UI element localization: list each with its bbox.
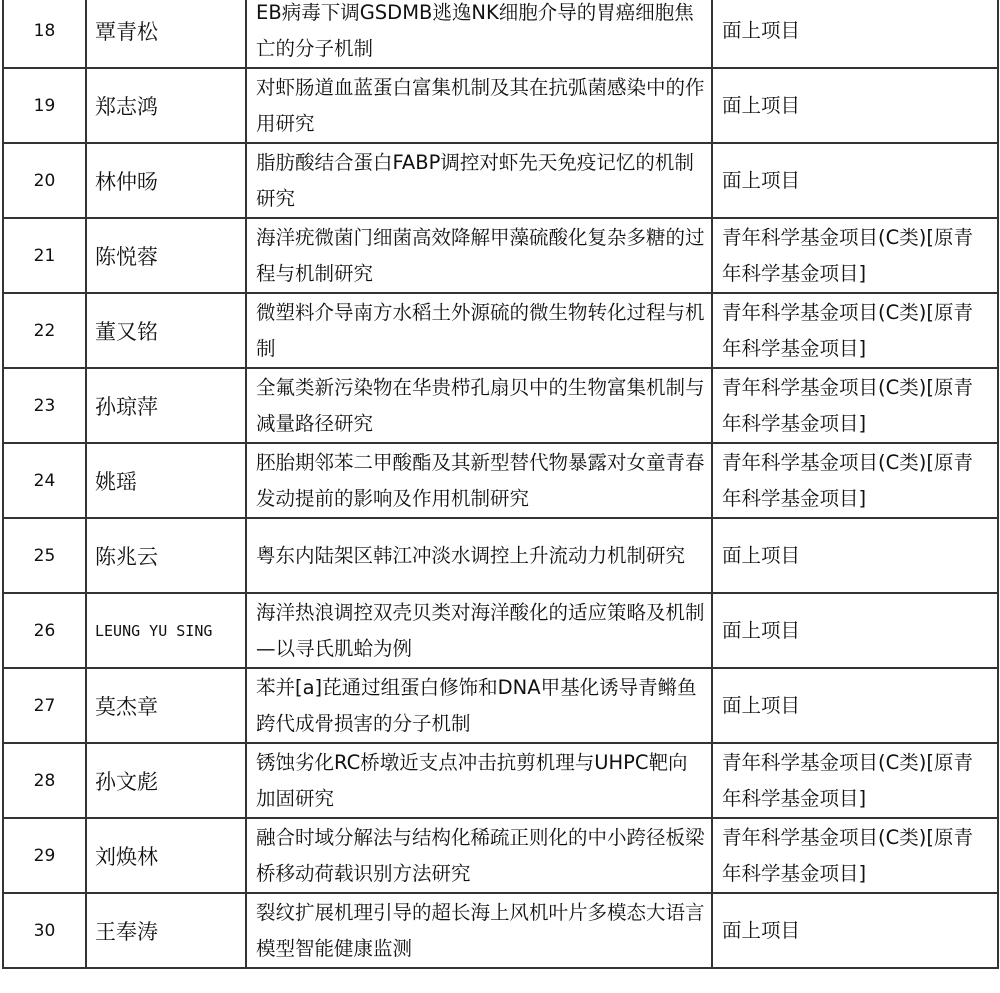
row-number: 20 [3,143,86,218]
table-row [3,218,998,293]
applicant-name: 莫杰章 [86,668,246,743]
grant-list-table [2,0,999,969]
table-row [3,893,998,968]
project-title: 脂肪酸结合蛋白FABP调控对虾先天免疫记忆的机制研究 [246,143,712,218]
project-title: 对虾肠道血蓝蛋白富集机制及其在抗弧菌感染中的作用研究 [246,68,712,143]
applicant-name: 林仲旸 [86,143,246,218]
table-row [3,0,998,68]
applicant-name: 王奉涛 [86,893,246,968]
project-type: 青年科学基金项目(C类)[原青年科学基金项目] [712,368,998,443]
applicant-name: 刘焕林 [86,818,246,893]
project-type: 青年科学基金项目(C类)[原青年科学基金项目] [712,218,998,293]
project-type: 面上项目 [712,0,998,68]
applicant-name: 郑志鸿 [86,68,246,143]
row-number: 28 [3,743,86,818]
project-type: 青年科学基金项目(C类)[原青年科学基金项目] [712,818,998,893]
table-row [3,293,998,368]
applicant-name: 孙文彪 [86,743,246,818]
project-title: EB病毒下调GSDMB逃逸NK细胞介导的胃癌细胞焦亡的分子机制 [246,0,712,68]
row-number: 29 [3,818,86,893]
project-type: 面上项目 [712,668,998,743]
applicant-name: 陈悦蓉 [86,218,246,293]
project-type: 面上项目 [712,893,998,968]
applicant-name: 陈兆云 [86,518,246,593]
table-row [3,443,998,518]
project-type: 青年科学基金项目(C类)[原青年科学基金项目] [712,743,998,818]
row-number: 30 [3,893,86,968]
table-row [3,368,998,443]
project-title: 苯并[a]芘通过组蛋白修饰和DNA甲基化诱导青鳉鱼跨代成骨损害的分子机制 [246,668,712,743]
row-number: 26 [3,593,86,668]
applicant-name: 姚瑶 [86,443,246,518]
row-number: 24 [3,443,86,518]
project-title: 粤东内陆架区韩江冲淡水调控上升流动力机制研究 [246,518,712,593]
table-row [3,818,998,893]
project-title: 海洋疣微菌门细菌高效降解甲藻硫酸化复杂多糖的过程与机制研究 [246,218,712,293]
row-number: 21 [3,218,86,293]
project-type: 面上项目 [712,143,998,218]
table-row [3,668,998,743]
project-title: 锈蚀劣化RC桥墩近支点冲击抗剪机理与UHPC靶向加固研究 [246,743,712,818]
project-title: 裂纹扩展机理引导的超长海上风机叶片多模态大语言模型智能健康监测 [246,893,712,968]
project-type: 青年科学基金项目(C类)[原青年科学基金项目] [712,443,998,518]
applicant-name: LEUNG YU SING [86,593,246,668]
table-body [3,0,998,968]
table-row [3,743,998,818]
table-row [3,593,998,668]
project-title: 融合时域分解法与结构化稀疏正则化的中小跨径板梁桥移动荷载识别方法研究 [246,818,712,893]
applicant-name: 董又铭 [86,293,246,368]
project-title: 微塑料介导南方水稻土外源硫的微生物转化过程与机制 [246,293,712,368]
row-number: 27 [3,668,86,743]
row-number: 25 [3,518,86,593]
project-type: 面上项目 [712,518,998,593]
table-row [3,143,998,218]
project-type: 面上项目 [712,68,998,143]
project-title: 全氟类新污染物在华贵栉孔扇贝中的生物富集机制与减量路径研究 [246,368,712,443]
table-row [3,518,998,593]
project-type: 青年科学基金项目(C类)[原青年科学基金项目] [712,293,998,368]
row-number: 22 [3,293,86,368]
row-number: 23 [3,368,86,443]
applicant-name: 孙琼萍 [86,368,246,443]
row-number: 18 [3,0,86,68]
applicant-name: 覃青松 [86,0,246,68]
project-type: 面上项目 [712,593,998,668]
project-title: 海洋热浪调控双壳贝类对海洋酸化的适应策略及机制—以寻氏肌蛤为例 [246,593,712,668]
row-number: 19 [3,68,86,143]
table-row [3,68,998,143]
project-title: 胚胎期邻苯二甲酸酯及其新型替代物暴露对女童青春发动提前的影响及作用机制研究 [246,443,712,518]
